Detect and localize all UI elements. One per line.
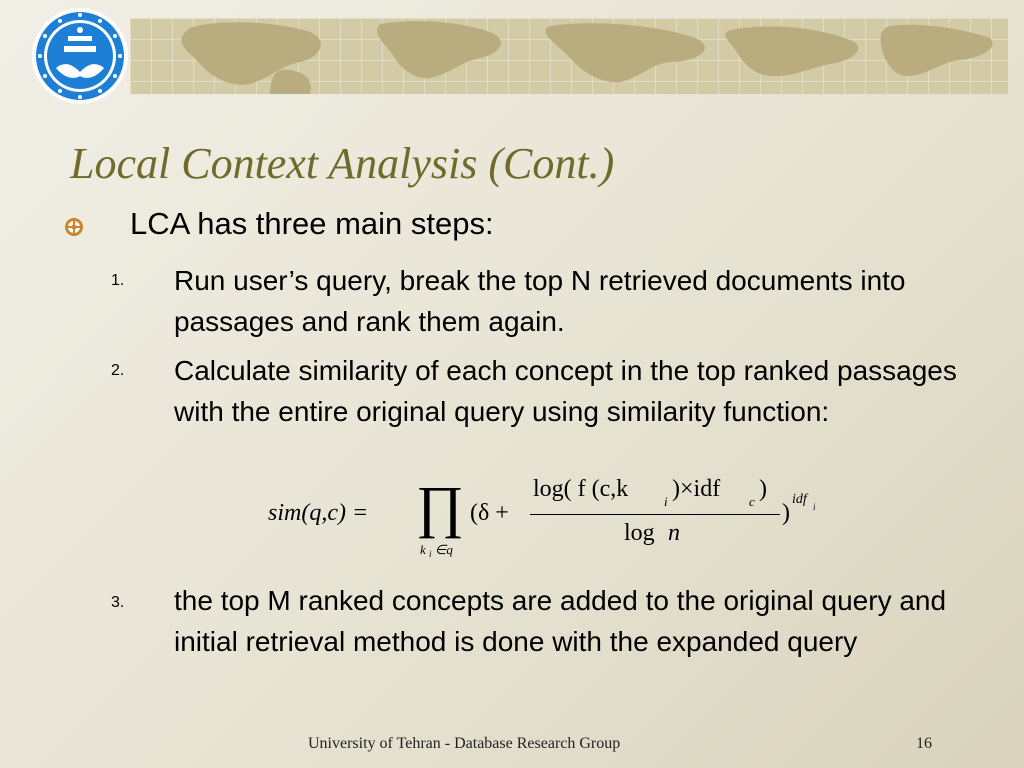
numerator-subscript-c: c bbox=[749, 494, 755, 509]
main-bullet: LCA has three main steps: bbox=[130, 206, 494, 241]
denominator-n: n bbox=[668, 520, 680, 546]
list-item: Run user’s query, break the top N retrieved documents into passages and rank them again. bbox=[174, 265, 906, 337]
similarity-formula bbox=[268, 470, 828, 570]
product-subscript-i: i bbox=[429, 549, 432, 559]
item-number: 1. bbox=[111, 272, 125, 289]
product-subscript: k bbox=[420, 542, 426, 557]
formula-close: ) bbox=[782, 500, 790, 526]
item-number: 2. bbox=[111, 362, 125, 379]
item-number: 3. bbox=[111, 594, 125, 611]
numerator-end: ) bbox=[759, 476, 767, 502]
footer-text: University of Tehran - Database Research Group bbox=[308, 735, 621, 752]
slide-title: Local Context Analysis (Cont.) bbox=[70, 139, 615, 188]
header-banner bbox=[130, 18, 1008, 94]
numerator-mid: )×idf bbox=[672, 476, 721, 502]
fraction-bar bbox=[530, 514, 780, 515]
page-number: 16 bbox=[916, 735, 932, 752]
product-subscript-rest: ∈q bbox=[435, 542, 453, 557]
formula-numerator: log( f (c,k bbox=[533, 476, 629, 502]
list-item: the top M ranked concepts are added to the original query and initial retrieval method is done with the expanded query bbox=[174, 585, 947, 657]
formula-open: (δ + bbox=[470, 500, 509, 526]
formula-lhs: sim(q,c) = bbox=[268, 500, 369, 526]
list-item: Calculate similarity of each concept in the top ranked passages with the entire original query using similarity function: bbox=[174, 355, 957, 427]
target-bullet-icon bbox=[64, 217, 84, 237]
formula-exponent: idf bbox=[792, 492, 807, 507]
university-logo-icon bbox=[26, 6, 134, 106]
product-symbol: ∏ bbox=[416, 474, 464, 539]
numerator-subscript-i: i bbox=[664, 494, 668, 509]
world-map-graphic bbox=[130, 18, 1008, 94]
exponent-subscript-i: i bbox=[813, 502, 816, 512]
formula-denominator: log bbox=[624, 520, 655, 546]
